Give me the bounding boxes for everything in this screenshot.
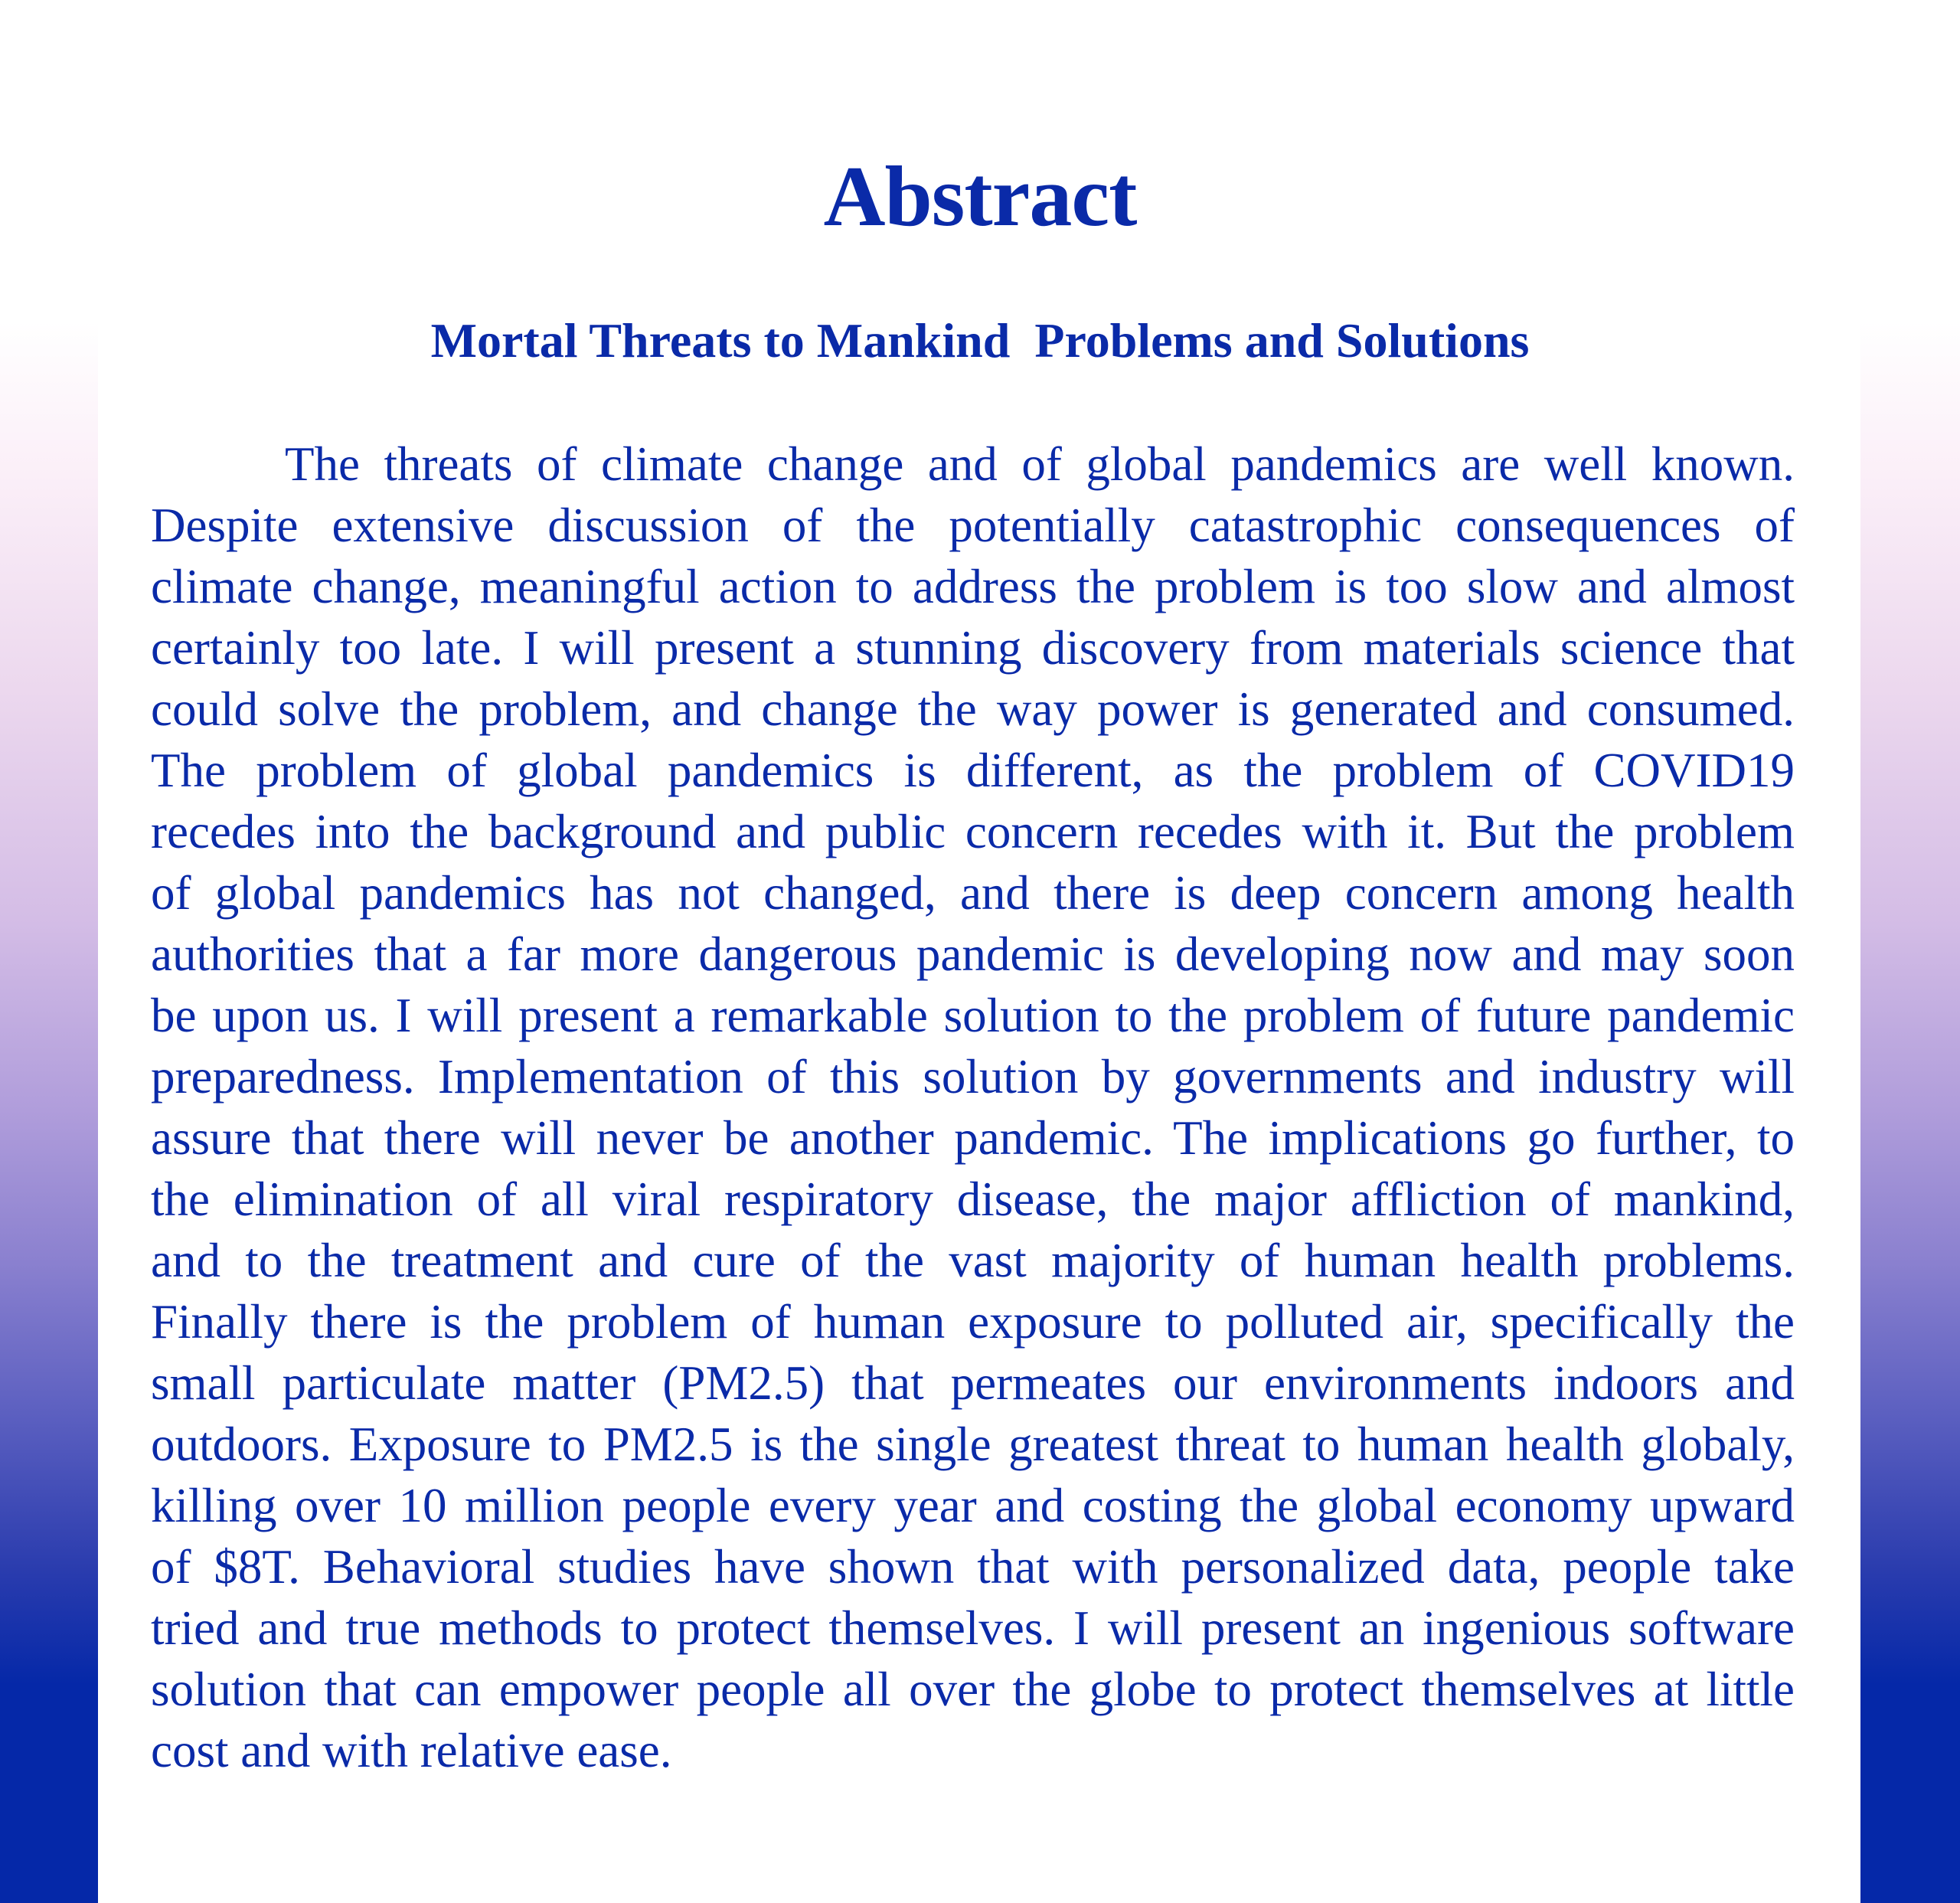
body-line: small particulate matter (PM2.5) that permeates our environments indoors and — [151, 1356, 1795, 1410]
body-line: authorities that a far more dangerous pandemic is developing now and may soon — [151, 927, 1795, 981]
body-line: outdoors. Exposure to PM2.5 is the single greatest threat to human health globaly, — [151, 1417, 1795, 1471]
right-gradient-band — [1860, 0, 1960, 1903]
body-line: killing over 10 million people every year and costing the global economy upward — [151, 1479, 1795, 1532]
body-line: Despite extensive discussion of the potentially catastrophic consequences of — [151, 499, 1795, 552]
body-line: The problem of global pandemics is different, as the problem of COVID19 — [151, 744, 1795, 797]
body-line: tried and true methods to protect themselves. I will present an ingenious software — [151, 1601, 1795, 1655]
page-title: Abstract — [823, 149, 1137, 244]
body-line: climate change, meaningful action to address the problem is too slow and almost — [151, 560, 1795, 613]
left-gradient-band — [0, 0, 98, 1903]
body-line: solution that can empower people all over the globe to protect themselves at little — [151, 1663, 1795, 1716]
abstract-subtitle: Mortal Threats to Mankind Problems and Solutions — [430, 313, 1530, 368]
body-line: Finally there is the problem of human exposure to polluted air, specifically the — [151, 1295, 1795, 1349]
body-line: recedes into the background and public concern recedes with it. But the problem — [151, 805, 1795, 858]
body-line: certainly too late. I will present a stunning discovery from materials science that — [151, 621, 1795, 675]
body-line: could solve the problem, and change the way power is generated and consumed. — [151, 682, 1795, 736]
body-line: be upon us. I will present a remarkable solution to the problem of future pandemic — [151, 989, 1795, 1042]
body-line: of global pandemics has not changed, and there is deep concern among health — [151, 866, 1795, 920]
body-line: of $8T. Behavioral studies have shown that with personalized data, people take — [151, 1540, 1795, 1594]
abstract-body — [151, 433, 1795, 1781]
body-line: and to the treatment and cure of the vast majority of human health problems. — [151, 1234, 1795, 1287]
body-line: The threats of climate change and of global pandemics are well known. — [285, 437, 1795, 491]
body-line: assure that there will never be another pandemic. The implications go further, to — [151, 1111, 1795, 1165]
body-line: cost and with relative ease. — [151, 1724, 672, 1777]
body-line: preparedness. Implementation of this solution by governments and industry will — [151, 1050, 1795, 1104]
body-line: the elimination of all viral respiratory disease, the major affliction of mankind, — [151, 1172, 1795, 1226]
